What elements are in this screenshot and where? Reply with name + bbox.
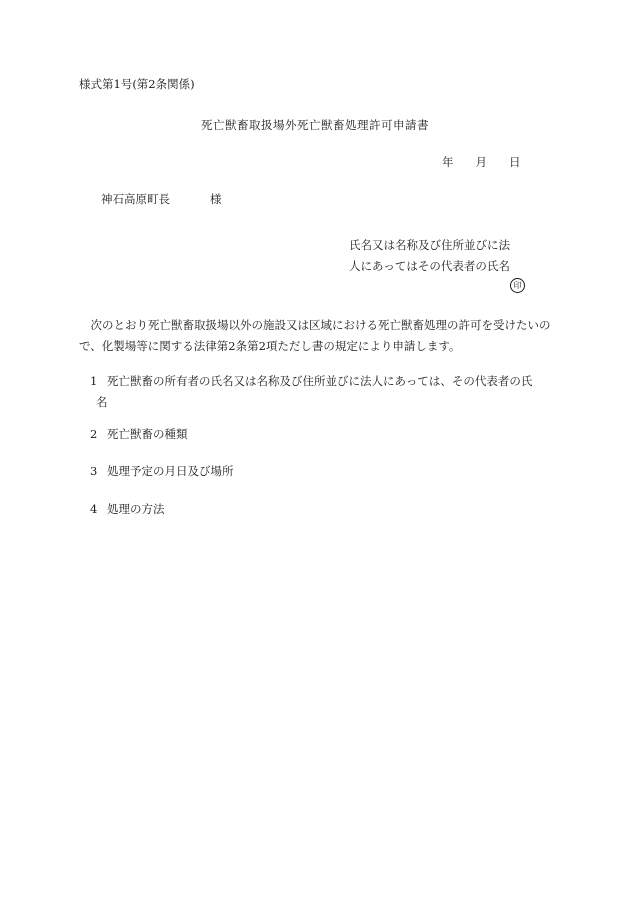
item-number: 1 bbox=[90, 374, 98, 388]
applicant-block bbox=[349, 235, 510, 276]
item-number: 4 bbox=[90, 502, 98, 516]
addressee-honorific: 様 bbox=[210, 192, 222, 206]
date-line bbox=[442, 157, 521, 169]
list-item bbox=[90, 371, 545, 412]
seal-mark: 印 bbox=[510, 278, 525, 293]
list-item bbox=[90, 461, 545, 482]
addressee bbox=[101, 194, 222, 206]
application-body-text: 次のとおり死亡獣畜取扱場以外の施設又は区域における死亡獣畜処理の許可を受けたいので、化製場等に関する法律第2条第2項ただし書の規定により申請します。 bbox=[79, 318, 551, 353]
item-number: 2 bbox=[90, 427, 98, 441]
item-number: 3 bbox=[90, 464, 98, 478]
list-item bbox=[90, 424, 545, 445]
addressee-name: 神石高原町長 bbox=[101, 192, 170, 206]
applicant-line-2: 人にあってはその代表者の氏名 bbox=[349, 258, 510, 273]
item-text: 死亡獣畜の所有者の氏名又は名称及び住所並びに法人にあっては、その代表者の氏 bbox=[107, 374, 533, 388]
item-text: 死亡獣畜の種類 bbox=[107, 427, 188, 441]
item-text-continuation: 名 bbox=[96, 394, 108, 409]
list-item bbox=[90, 499, 545, 520]
form-number: 様式第1号(第2条関係) bbox=[79, 77, 195, 91]
date-month-label: 月 bbox=[475, 155, 487, 169]
item-text: 処理予定の月日及び場所 bbox=[107, 464, 234, 478]
item-text: 処理の方法 bbox=[107, 502, 165, 516]
document-title: 死亡獣畜取扱場外死亡獣畜処理許可申請書 bbox=[201, 118, 429, 132]
applicant-line-1: 氏名又は名称及び住所並びに法 bbox=[349, 238, 510, 252]
date-day-label: 日 bbox=[509, 155, 521, 169]
date-year-label: 年 bbox=[442, 155, 454, 169]
